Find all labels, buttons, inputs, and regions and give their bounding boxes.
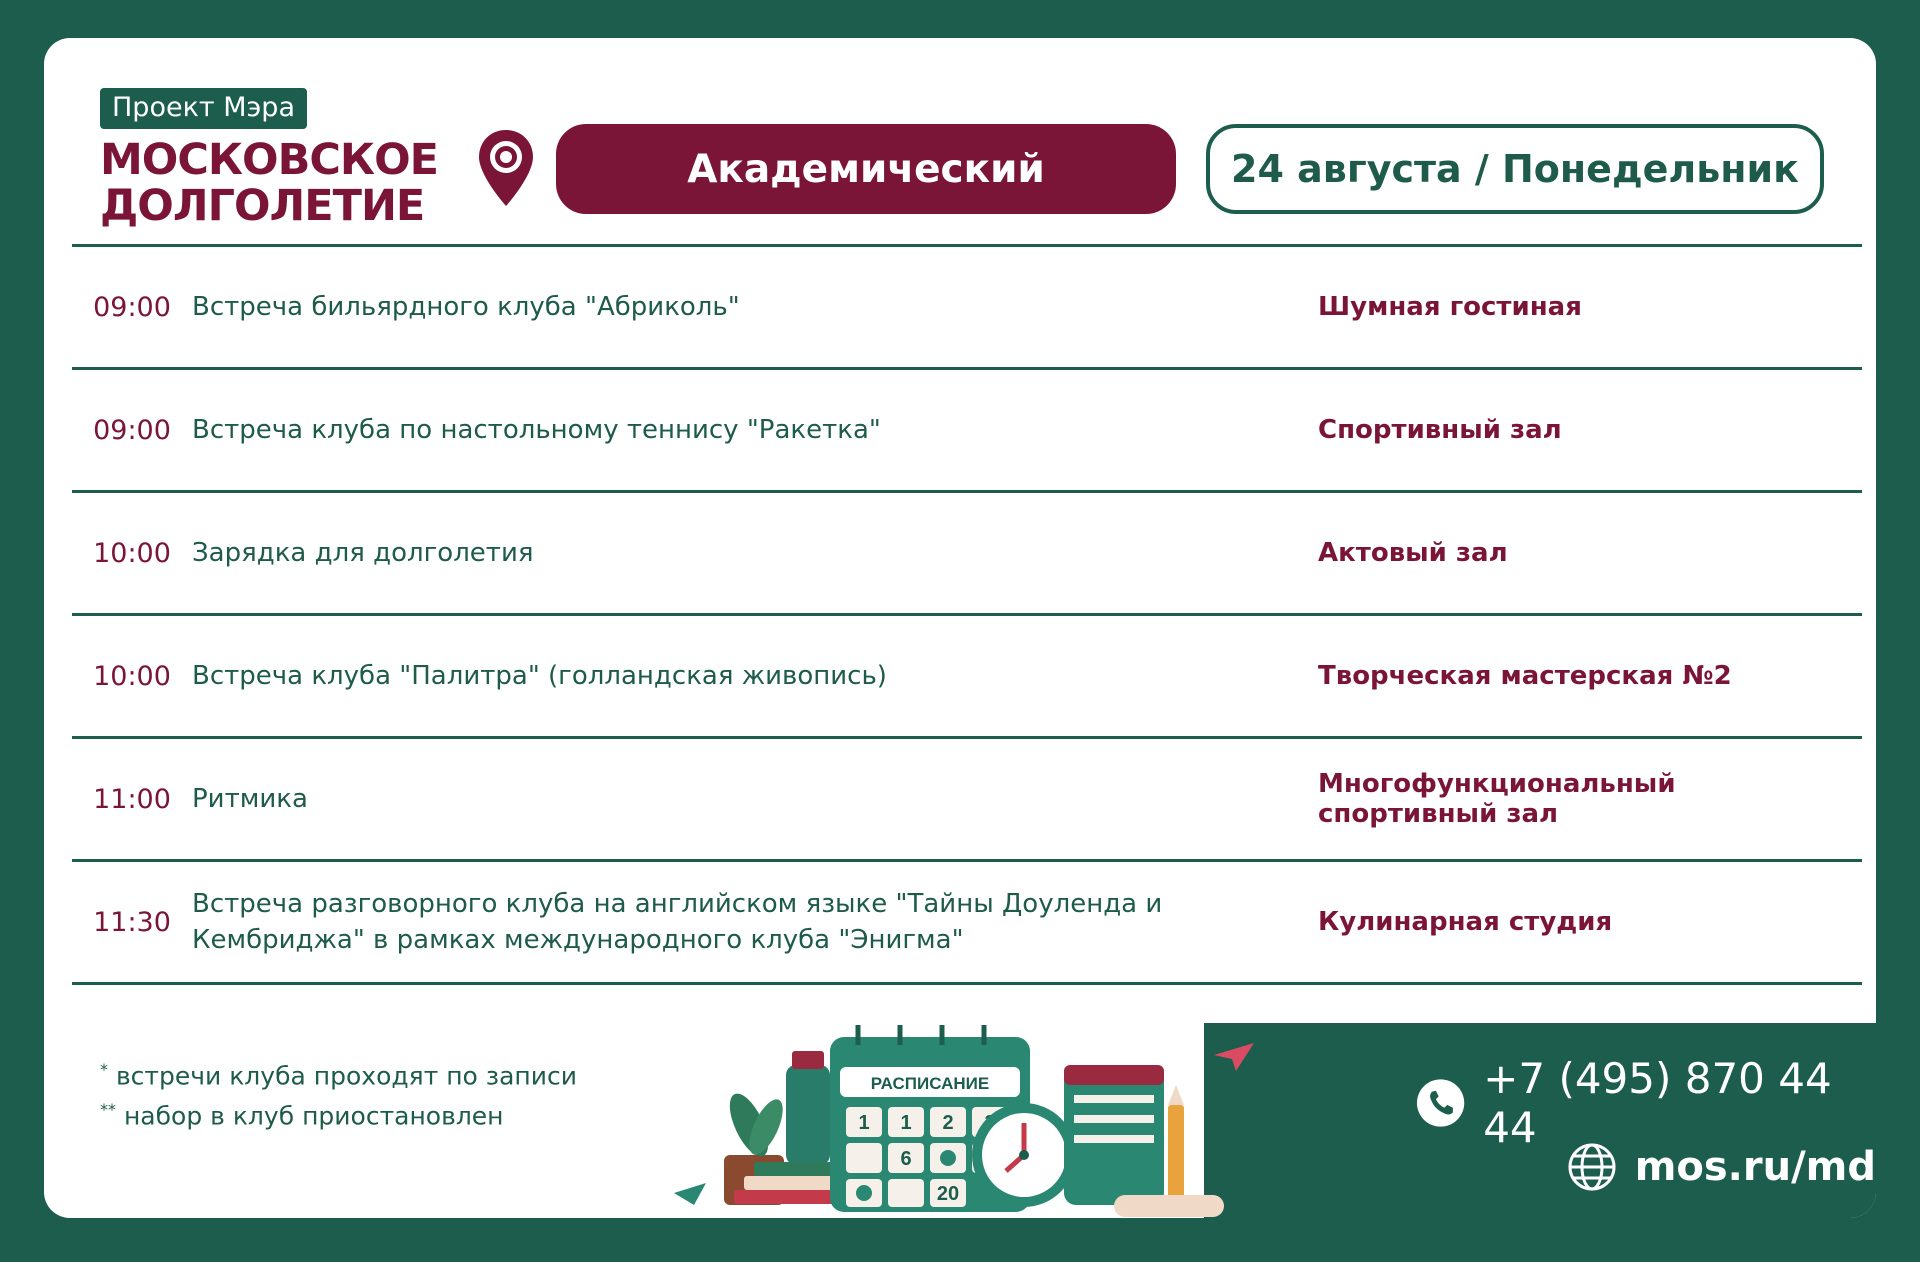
footnote-1 [100, 1053, 577, 1093]
svg-text:2: 2 [942, 1112, 954, 1134]
bottle-icon [786, 1051, 830, 1165]
schedule-table [72, 244, 1862, 985]
svg-text:20: 20 [936, 1183, 960, 1205]
globe-icon [1567, 1142, 1617, 1192]
district-pill: Академический [556, 124, 1176, 214]
map-pin-icon [476, 128, 536, 208]
schedule-row [72, 616, 1862, 739]
event-place: Кулинарная студия [1318, 907, 1613, 937]
event-title: Встреча разговорного клуба на английском языке "Тайны Доуленда и Кембриджа" в рамках международного клуба "Энигма" [192, 889, 1163, 955]
phone-icon [1416, 1077, 1465, 1129]
event-time: 10:00 [93, 537, 171, 569]
logo [100, 88, 438, 229]
event-time: 09:00 [93, 291, 171, 323]
event-title: Встреча клуба по настольному теннису "Ракетка" [192, 415, 881, 445]
svg-text:1: 1 [858, 1112, 870, 1134]
schedule-illustration [654, 1015, 1294, 1218]
event-title: Встреча бильярдного клуба "Абриколь" [192, 292, 740, 322]
website-link[interactable]: mos.ru/md [1634, 1144, 1876, 1190]
footnote-mark: ** [100, 1100, 116, 1120]
footer-notes [100, 1053, 577, 1134]
event-place: Спортивный зал [1318, 415, 1562, 445]
schedule-row [72, 739, 1862, 862]
schedule-row [72, 247, 1862, 370]
paper-plane-icon [1214, 1043, 1254, 1071]
footnote-text: встречи клуба проходят по записи [115, 1061, 577, 1091]
contacts [1416, 1054, 1876, 1199]
mayor-project-badge: Проект Мэра [100, 88, 307, 129]
jar-icon [1064, 1065, 1164, 1205]
footnote-text: набор в клуб приостановлен [123, 1101, 504, 1131]
date-box: 24 августа / Понедельник [1206, 124, 1824, 214]
schedule-row [72, 862, 1862, 985]
event-time: 09:00 [93, 414, 171, 446]
schedule-card [44, 38, 1876, 1218]
paper-plane-icon [674, 1183, 706, 1205]
footnote-mark: * [100, 1060, 108, 1079]
logo-title [100, 137, 438, 229]
footer [44, 1023, 1876, 1218]
event-place: Актовый зал [1318, 538, 1508, 568]
event-place: Многофункциональный спортивный зал [1318, 769, 1676, 829]
phone-row [1416, 1054, 1876, 1152]
event-time: 11:00 [93, 783, 171, 815]
schedule-row [72, 370, 1862, 493]
event-time: 11:30 [93, 906, 171, 938]
event-title: Зарядка для долголетия [192, 538, 534, 568]
calendar-label: РАСПИСАНИЕ [870, 1074, 990, 1093]
event-time: 10:00 [93, 660, 171, 692]
pencil-icon [1168, 1085, 1184, 1205]
clock-icon [972, 1103, 1076, 1207]
footnote-2 [100, 1093, 577, 1133]
phone-number[interactable]: +7 (495) 870 44 44 [1483, 1054, 1832, 1152]
event-title: Ритмика [192, 784, 308, 814]
svg-text:6: 6 [900, 1148, 912, 1170]
schedule-row [72, 493, 1862, 616]
logo-title-line1: МОСКОВСКОЕ [100, 135, 439, 185]
svg-text:1: 1 [900, 1112, 912, 1134]
event-title: Встреча клуба "Палитра" (голландская живопись) [192, 661, 887, 691]
eraser-icon [1114, 1195, 1224, 1217]
event-place: Шумная гостиная [1318, 292, 1582, 322]
logo-title-line2: ДОЛГОЛЕТИЕ [100, 181, 425, 231]
event-place: Творческая мастерская №2 [1318, 661, 1732, 691]
